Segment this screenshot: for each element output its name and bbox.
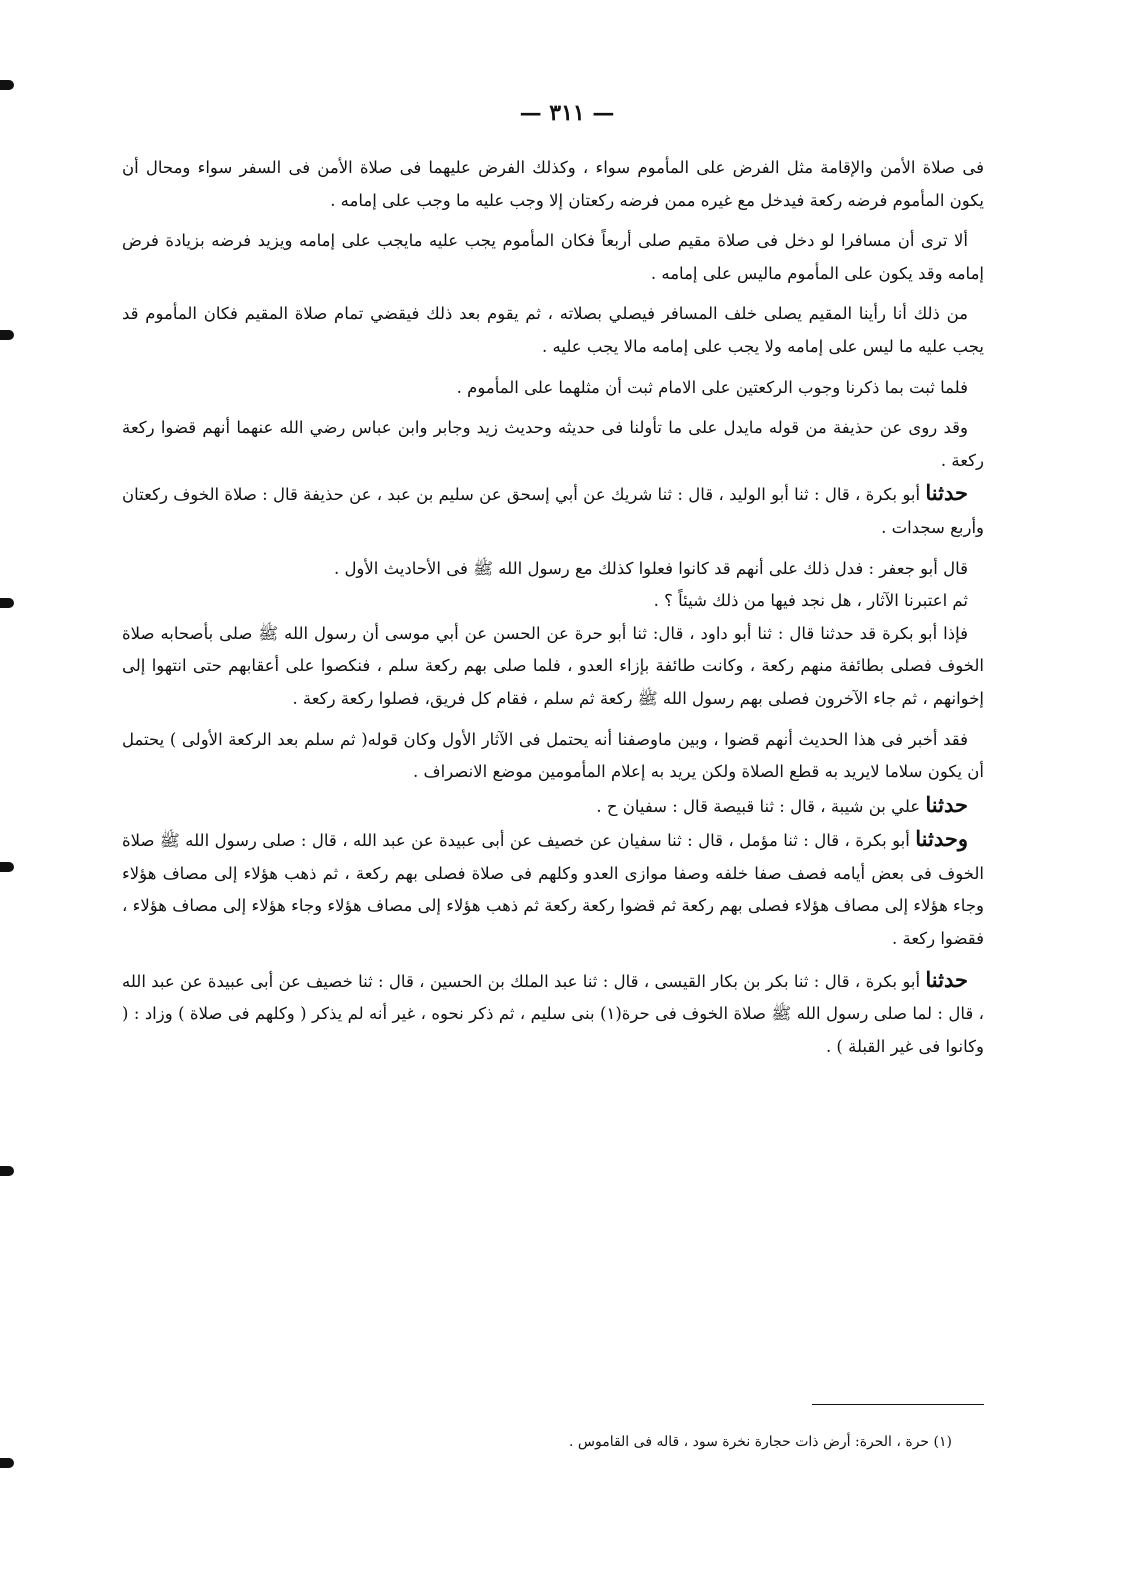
paragraph: حدثنا أبو بكرة ، قال : ثنا بكر بن بكار القيسى ، قال : ثنا عبد الملك بن الحسين ، قال : ثنا خصيف عن أبى عبيدة عن عبد الله ، قال : لما صلى رسول الله ﷺ صلاة الخوف فى حرة(١) بنى سليم ، ثم ذكر نحوه ، غير أنه لم يذكر ( وكلهم فى صلاة ) وزاد : ( وكانوا فى غير القبلة ) . xyxy=(122,966,984,1056)
binding-mark xyxy=(0,80,14,90)
paragraph: حدثنا أبو بكرة ، قال : ثنا أبو الوليد ، قال : ثنا شريك عن أبي إسحق عن سليم بن عبد ، عن حذيفة قال : صلاة الخوف ركعتان وأربع سجدات . xyxy=(122,480,984,537)
binding-mark xyxy=(0,598,14,608)
paragraph: فلما ثبت بما ذكرنا وجوب الركعتين على الامام ثبت أن مثلهما على المأموم . xyxy=(456,377,968,397)
paragraph: فقد أخبر فى هذا الحديث أنهم قضوا ، وبين ماوصفنا أنه يحتمل فى الآثار الأول وكان قوله( ثم سلم بعد الركعة الأولى ) يحتمل أن يكون سلاما لايريد به قطع الصلاة ولكن يريد به إعلام المأمومين موضع الانصراف . xyxy=(122,729,984,782)
page-number: — ٣١١ — xyxy=(519,100,615,126)
body-text xyxy=(122,152,984,1063)
paragraph: قال أبو جعفر : فدل ذلك على أنهم قد كانوا فعلوا كذلك مع رسول الله ﷺ فى الأحاديث الأول . xyxy=(333,558,968,578)
paragraph: وحدثنا أبو بكرة ، قال : ثنا مؤمل ، قال : ثنا سفيان عن خصيف عن أبى عبيدة عن عبد الله ، قال : صلى رسول الله ﷺ صلاة الخوف فى بعض أيامه فصف صفا خلفه وصفا موازى العدو وكلهم فى صلاة فصلى بهم ركعة ، ثم ذهب هؤلاء إلى مصاف هؤلاء وجاء هؤلاء إلى مصاف هؤلاء فصلى بهم ركعة ثم قضوا ركعة ركعة ثم ذهب هؤلاء إلى مصاف هؤلاء وجاء هؤلاء إلى مصاف هؤلاء ، فقضوا ركعة . xyxy=(122,826,984,949)
footnote-separator xyxy=(812,1404,984,1405)
hadith-lead-word: حدثنا xyxy=(925,791,968,817)
paragraph: حدثنا علي بن شيبة ، قال : ثنا قبيصة قال : سفيان ح . xyxy=(596,791,968,817)
footnote: (١) حرة ، الحرة: أرض ذات حجارة نخرة سود ، قاله فى القاموس . xyxy=(568,1434,952,1450)
paragraph: فإذا أبو بكرة قد حدثنا قال : ثنا أبو داود ، قال: ثنا أبو حرة عن الحسن عن أبي موسى أن رسول الله ﷺ صلى بأصحابه صلاة الخوف فصلى بطائفة منهم ركعة ، وكانت طائفة بإزاء العدو ، فلما صلى بهم ركعة سلم ، فنكصوا على أعقابهم حتى انتهوا إلى إخوانهم ، ثم جاء الآخرون فصلى بهم رسول الله ﷺ ركعة ثم سلم ، فقام كل فريق، فصلوا ركعة ركعة . xyxy=(122,623,984,708)
paragraph: من ذلك أنا رأينا المقيم يصلى خلف المسافر فيصلي بصلاته ، ثم يقوم بعد ذلك فيقضي تمام صلاة المقيم فكان المأموم قد يجب عليه ما ليس على إمامه ولا يجب على إمامه مالا يجب عليه . xyxy=(122,304,984,356)
hadith-lead-word: حدثنا xyxy=(925,480,968,506)
paragraph: ثم اعتبرنا الآثار ، هل نجد فيها من ذلك شيئاً ؟ . xyxy=(653,591,968,611)
binding-mark xyxy=(0,862,14,872)
binding-mark xyxy=(0,330,14,340)
binding-mark xyxy=(0,1458,14,1468)
paragraph: فى صلاة الأمن والإقامة مثل الفرض على المأموم سواء ، وكذلك الفرض عليهما فى صلاة الأمن فى السفر سواء ومحال أن يكون المأموم فرضه ركعة فيدخل مع غيره ممن فرضه ركعتان إلا وجب عليه ما وجب على إمامه . xyxy=(122,158,984,210)
paragraph: وقد روى عن حذيفة من قوله مايدل على ما تأولنا فى حديثه وحديث زيد وجابر وابن عباس رضي الله عنهما أنهم قضوا ركعة ركعة . xyxy=(122,418,984,470)
binding-mark xyxy=(0,1166,14,1176)
paragraph: ألا ترى أن مسافرا لو دخل فى صلاة مقيم صلى أربعاً فكان المأموم يجب عليه مايجب على إمامه ويزيد فرضه بزيادة فرض إمامه وقد يكون على المأموم ماليس على إمامه . xyxy=(122,231,984,283)
hadith-lead-word: وحدثنا xyxy=(915,826,968,852)
hadith-lead-word: حدثنا xyxy=(925,966,968,992)
